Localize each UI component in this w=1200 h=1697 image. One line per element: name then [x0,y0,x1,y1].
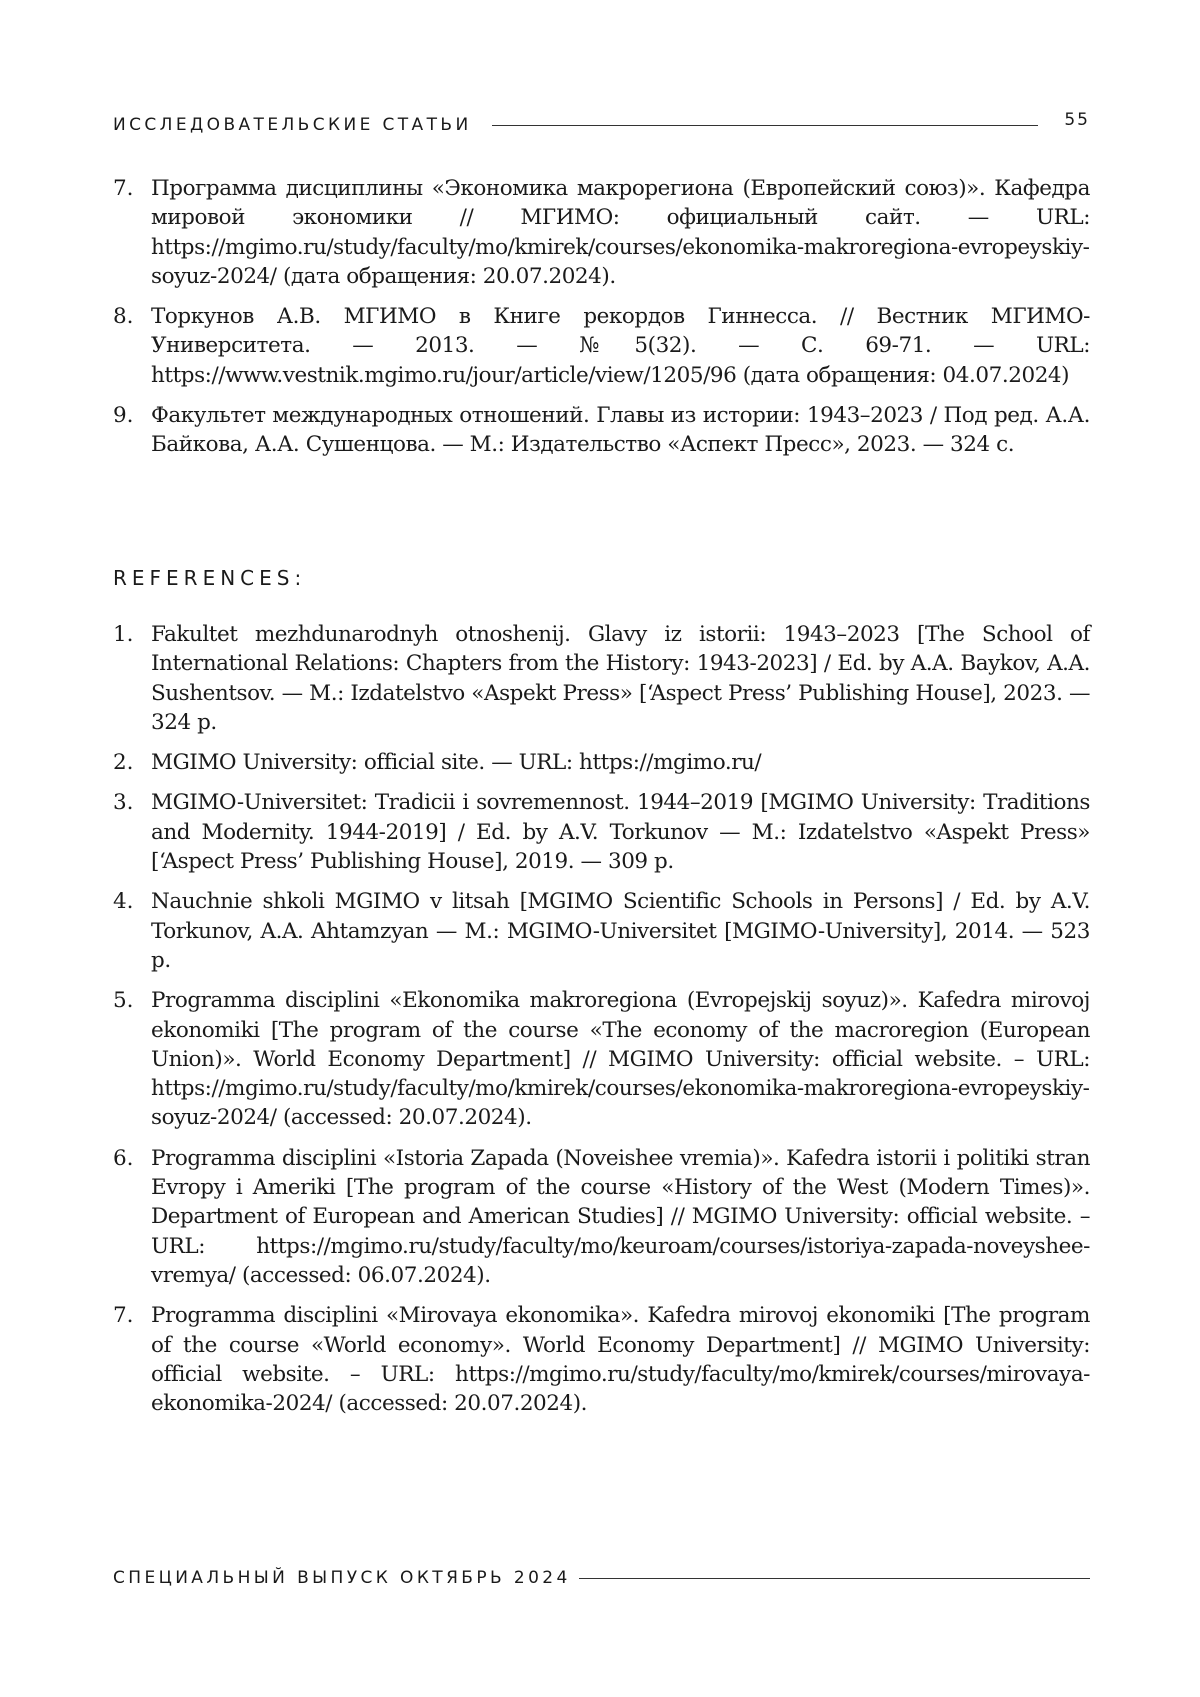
section-title: ИССЛЕДОВАТЕЛЬСКИЕ СТАТЬИ [113,115,472,135]
reference-item [113,620,1090,737]
item-text: Nauchnie shkoli MGIMO v litsah [MGIMO Scientific Schools in Persons] / Ed. by A.V. Torkunov, A.A. Ahtamzyan — M.: MGIMO-Universitet [MGIMO-University], 2014. — 523 p. [151,889,1090,973]
running-footer [113,1568,1090,1588]
reference-item [113,1144,1090,1290]
references-list [113,620,1090,1429]
item-number: 6. [113,1145,134,1171]
item-number: 9. [113,403,134,429]
bibliography-item [113,302,1090,390]
issue-label: СПЕЦИАЛЬНЫЙ ВЫПУСК ОКТЯБРЬ 2024 [113,1568,571,1588]
item-number: 3. [113,790,134,816]
item-number: 4. [113,889,134,915]
item-text: MGIMO-Universitet: Tradicii i sovremennost. 1944–2019 [MGIMO University: Traditions and Modernity. 1944-2019] / Ed. by A.V. Torkunov — M.: Izdatelstvo «Aspekt Press» [‘Aspect Press’ Publishing House], 2019. — 309 p. [151,790,1090,875]
bibliography-item [113,401,1090,460]
reference-item [113,788,1090,876]
reference-item [113,748,1090,777]
references-heading: REFERENCES: [113,566,307,590]
item-text: Программа дисциплины «Экономика макрорегиона (Европейский союз)». Кафедра мировой экономики // МГИМО: официальный сайт. — URL: https://mgimo.ru/study/faculty/mo/kmirek/courses/ekonomika-makroregiona-evropeyskiy-soyuz-2024/ (дата обращения: 20.07.2024). [151,176,1090,289]
reference-item [113,1301,1090,1418]
item-text: MGIMO University: official site. — URL: https://mgimo.ru/ [151,750,762,776]
item-number: 8. [113,304,134,330]
reference-item [113,986,1090,1132]
item-number: 7. [113,1303,134,1329]
item-text: Факультет международных отношений. Главы из истории: 1943–2023 / Под ред. А.А. Байкова, А.А. Сушенцова. — М.: Издательство «Аспект Пресс», 2023. — 324 с. [151,403,1090,458]
item-text: Fakultet mezhdunarodnyh otnoshenij. Glavy iz istorii: 1943–2023 [The School of International Relations: Chapters from the History: 1943-2023] / Ed. by A.A. Baykov, A.A. Sushentsov. — M.: Izdatelstvo «Aspekt Press» [‘Aspect Press’ Publishing House], 2023. — 324 p. [151,622,1090,735]
item-number: 1. [113,622,134,647]
item-text: Торкунов А.В. МГИМО в Книге рекордов Гиннесса. // Вестник МГИМО-Университета. — 2013. — №5(32). — С. 69-71. — URL: https://www.vestnik.mgimo.ru/jour/article/view/1205/96 (дата обращения: 04.07.2024) [151,304,1090,388]
running-head [113,112,1090,138]
item-number: 7. [113,176,134,201]
item-text: Programma disciplini «Ekonomika makroregiona (Evropejskij soyuz)». Kafedra mirovoj ekonomiki [The program of the course «The economy of the macroregion (European Union)». World Economy Department] // MGIMO University: official website. – URL: https://mgimo.ru/study/faculty/mo/kmirek/courses/ekonomika-makroregiona-evropeyskiy-soyuz-2024/ (accessed: 20.07.2024). [151,988,1090,1131]
item-number: 5. [113,988,134,1014]
page-number: 55 [1064,110,1090,130]
bibliography-ru-list [113,174,1090,471]
header-rule [492,125,1039,126]
reference-item [113,887,1090,975]
bibliography-item [113,174,1090,291]
footer-rule [579,1578,1090,1579]
item-number: 2. [113,750,134,776]
item-text: Programma disciplini «Istoria Zapada (Noveishee vremia)». Kafedra istorii i politiki stran Evropy i Ameriki [The program of the course «History of the West (Modern Times)». Department of European and American Studies] // MGIMO University: official website. – URL: https://mgimo.ru/study/faculty/mo/keuroam/courses/istoriya-zapada-noveyshee-vremya/ (accessed: 06.07.2024). [151,1145,1090,1288]
item-text: Programma disciplini «Mirovaya ekonomika». Kafedra mirovoj ekonomiki [The program of the course «World economy». World Economy Department] // MGIMO University: official website. – URL: https://mgimo.ru/study/faculty/mo/kmirek/courses/mirovaya-ekonomika-2024/ (accessed: 20.07.2024). [151,1303,1090,1417]
